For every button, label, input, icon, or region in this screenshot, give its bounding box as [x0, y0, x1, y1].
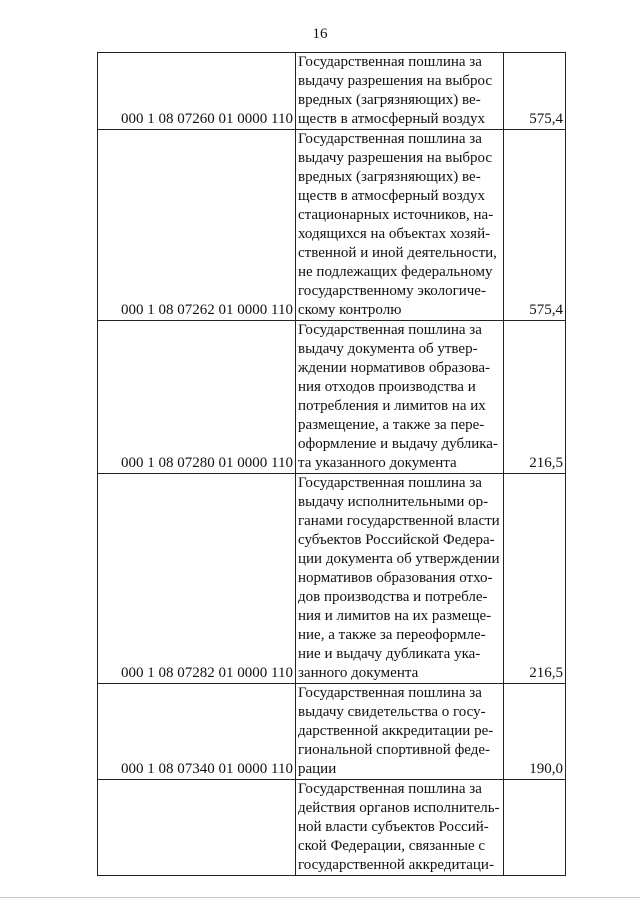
- table-row: [98, 474, 566, 684]
- revenue-name-line: субъектов Российской Федера-: [298, 532, 495, 548]
- revenue-name-line: Государственная пошлина за: [298, 54, 482, 70]
- revenue-name-line: Государственная пошлина за: [298, 781, 482, 797]
- revenue-name-line: ганами государственной власти: [298, 513, 500, 529]
- revenue-name-line: ции документа об утверждении: [298, 551, 500, 567]
- table-row: [98, 780, 566, 876]
- revenue-name-line: ской Федерации, связанные с: [298, 838, 486, 854]
- amount-cell: 575,4: [504, 130, 566, 321]
- revenue-name-line: выдачу исполнительными ор-: [298, 494, 489, 510]
- revenue-name-line: ходящихся на объектах хозяй-: [298, 226, 491, 242]
- revenue-name-line: занного документа: [298, 665, 419, 681]
- revenue-name-line: Государственная пошлина за: [298, 475, 482, 491]
- revenue-name-line: дарственной аккредитации ре-: [298, 723, 494, 739]
- revenue-name-cell: [296, 130, 504, 321]
- revenue-name-cell: [296, 53, 504, 130]
- amount-cell: 216,5: [504, 321, 566, 474]
- revenue-name-line: вредных (загрязняющих) ве-: [298, 92, 481, 108]
- revenue-name-cell: [296, 474, 504, 684]
- budget-code-cell: 000 1 08 07262 01 0000 110: [98, 130, 296, 321]
- revenue-name-line: ществ в атмосферный воздух: [298, 188, 486, 204]
- table-row: [98, 53, 566, 130]
- revenue-name-line: Государственная пошлина за: [298, 685, 482, 701]
- table-row: [98, 130, 566, 321]
- revenue-name-line: Государственная пошлина за: [298, 322, 482, 338]
- amount-cell: 190,0: [504, 684, 566, 780]
- revenue-name-line: ние, а также за переоформле-: [298, 627, 486, 643]
- revenue-name-line: оформление и выдачу дублика-: [298, 436, 498, 452]
- revenue-name-line: дов производства и потребле-: [298, 589, 488, 605]
- revenue-name-line: ществ в атмосферный воздух: [298, 111, 486, 127]
- revenue-name-line: не подлежащих федеральному: [298, 264, 493, 280]
- budget-code-cell: 000 1 08 07282 01 0000 110: [98, 474, 296, 684]
- bottom-rule: [0, 897, 640, 898]
- budget-code-cell: 000 1 08 07280 01 0000 110: [98, 321, 296, 474]
- revenue-name-line: скому контролю: [298, 302, 402, 318]
- revenue-table: [97, 52, 566, 876]
- revenue-name-line: гиональной спортивной феде-: [298, 742, 491, 758]
- table-row: [98, 321, 566, 474]
- revenue-name-line: рации: [298, 761, 337, 777]
- revenue-name-line: выдачу свидетельства о госу-: [298, 704, 486, 720]
- table-body: [98, 53, 566, 876]
- revenue-name-line: государственной аккредитаци-: [298, 857, 494, 873]
- revenue-name-line: ния и лимитов на их размеще-: [298, 608, 492, 624]
- revenue-name-cell: [296, 684, 504, 780]
- amount-cell: 575,4: [504, 53, 566, 130]
- revenue-name-line: ния отходов производства и: [298, 379, 476, 395]
- revenue-name-cell: [296, 321, 504, 474]
- revenue-name-line: ние и выдачу дубликата ука-: [298, 646, 481, 662]
- budget-code-cell: 000 1 08 07340 01 0000 110: [98, 684, 296, 780]
- revenue-name-line: та указанного документа: [298, 455, 457, 471]
- amount-cell: 216,5: [504, 474, 566, 684]
- revenue-name-line: Государственная пошлина за: [298, 131, 482, 147]
- revenue-name-line: выдачу документа об утвер-: [298, 341, 478, 357]
- revenue-name-line: ственной и иной деятельности,: [298, 245, 497, 261]
- revenue-name-line: действия органов исполнитель-: [298, 800, 500, 816]
- table-row: [98, 684, 566, 780]
- revenue-name-line: ждении нормативов образова-: [298, 360, 491, 376]
- revenue-name-line: ной власти субъектов Россий-: [298, 819, 489, 835]
- revenue-name-line: вредных (загрязняющих) ве-: [298, 169, 481, 185]
- budget-code-cell: 000 1 08 07260 01 0000 110: [98, 53, 296, 130]
- revenue-name-line: потребления и лимитов на их: [298, 398, 486, 414]
- revenue-name-line: выдачу разрешения на выброс: [298, 73, 493, 89]
- amount-cell: [504, 780, 566, 876]
- revenue-name-line: размещение, а также за пере-: [298, 417, 485, 433]
- revenue-name-cell: [296, 780, 504, 876]
- revenue-name-line: государственному экологиче-: [298, 283, 486, 299]
- page-number: 16: [312, 26, 328, 42]
- budget-code-cell: [98, 780, 296, 876]
- revenue-name-line: стационарных источников, на-: [298, 207, 494, 223]
- revenue-name-line: нормативов образования отхо-: [298, 570, 493, 586]
- revenue-name-line: выдачу разрешения на выброс: [298, 150, 493, 166]
